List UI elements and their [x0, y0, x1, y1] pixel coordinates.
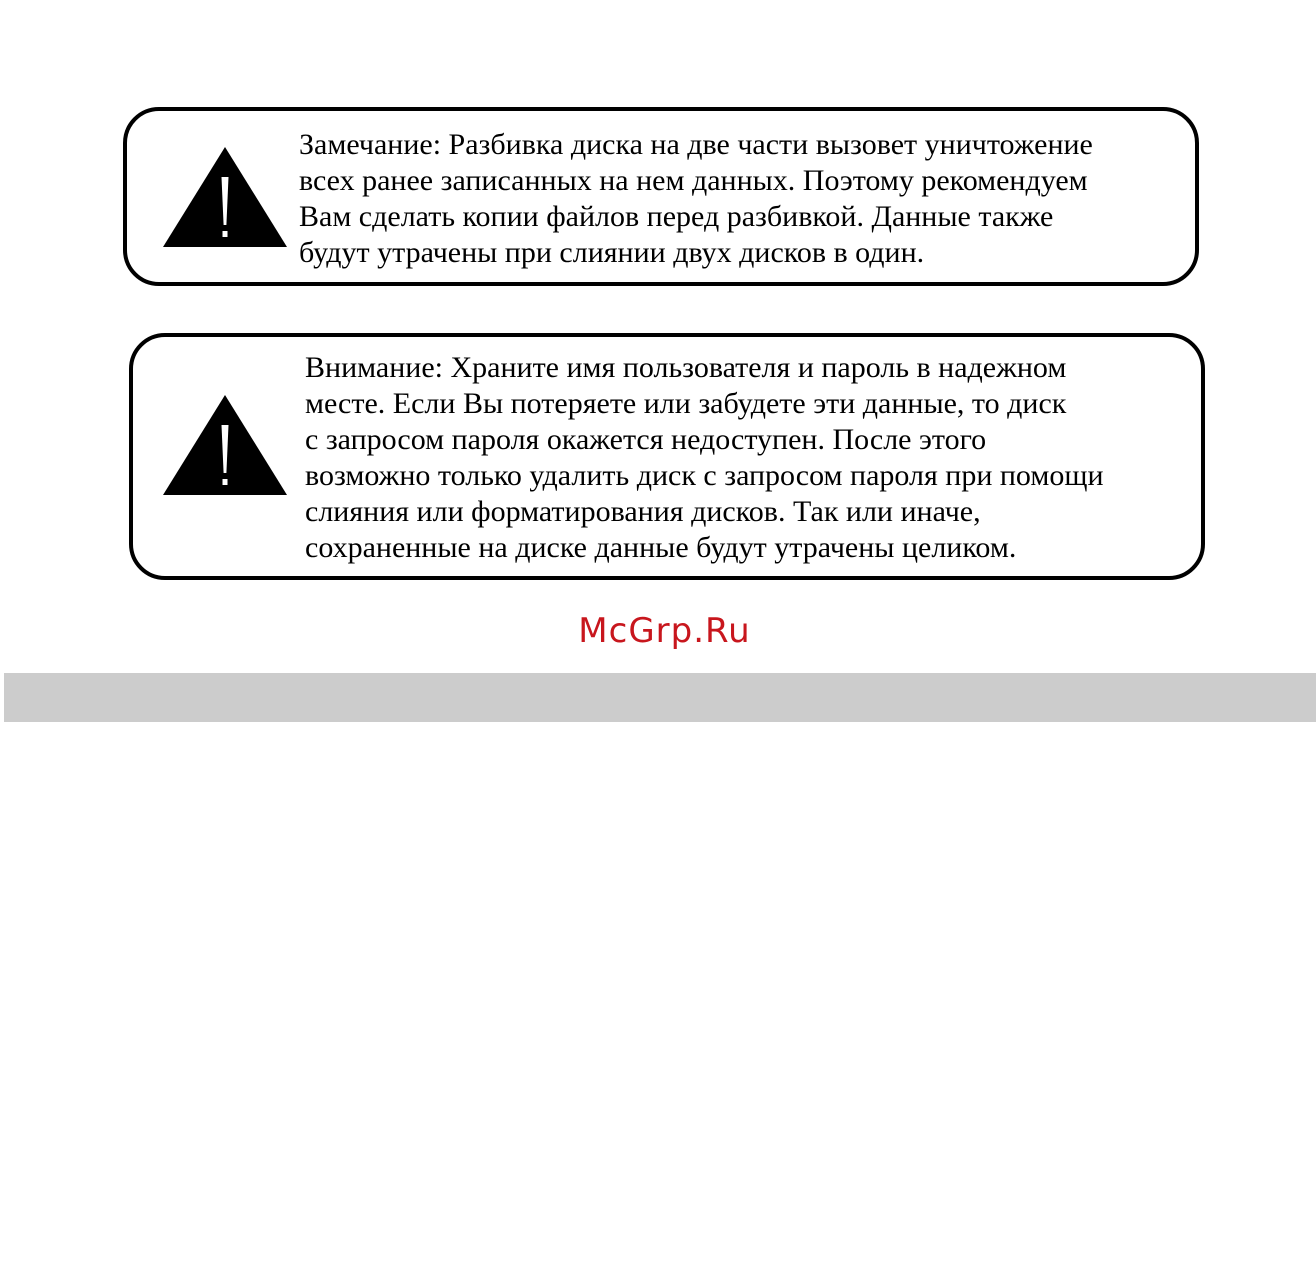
- warning-line: слияния или форматирования дисков. Так или иначе,: [305, 495, 981, 528]
- warning-line: сохраненные на диске данные будут утрачены целиком.: [305, 531, 1017, 564]
- warning-box: [129, 333, 1205, 580]
- note-box: [123, 107, 1199, 286]
- warning-text: [305, 350, 1104, 566]
- note-text: [299, 127, 1093, 271]
- warning-triangle-icon: [163, 147, 287, 247]
- note-line: будут утрачены при слиянии двух дисков в один.: [299, 236, 925, 269]
- note-line: Вам сделать копии файлов перед разбивкой. Данные также: [299, 200, 1054, 233]
- warning-line: месте. Если Вы потеряете или забудете эти данные, то диск: [305, 387, 1067, 420]
- warning-line: возможно только удалить диск с запросом пароля при помощи: [305, 459, 1104, 492]
- footer-band: [4, 673, 1316, 722]
- note-line: Замечание: Разбивка диска на две части вызовет уничтожение: [299, 128, 1093, 161]
- warning-line: с запросом пароля окажется недоступен. После этого: [305, 423, 987, 456]
- warning-line: Внимание: Храните имя пользователя и пароль в надежном: [305, 351, 1067, 384]
- watermark-text: McGrp.Ru: [578, 611, 751, 651]
- note-line: всех ранее записанных на нем данных. Поэтому рекомендуем: [299, 164, 1088, 197]
- warning-triangle-icon: [163, 395, 287, 495]
